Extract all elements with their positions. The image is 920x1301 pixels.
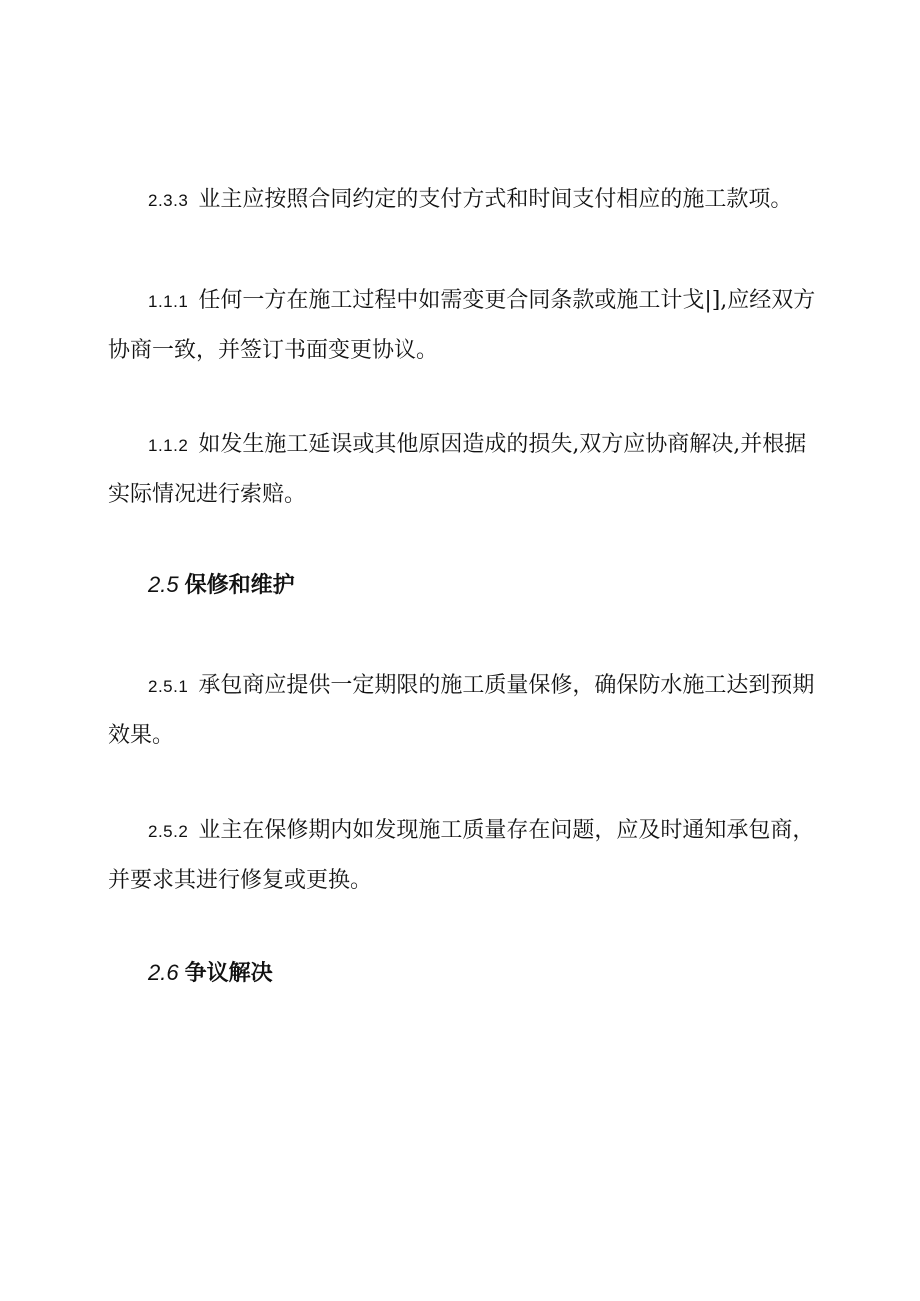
clause-1-1-1 — [108, 276, 820, 375]
section-heading-2-6 — [148, 958, 273, 989]
clause-text: 业主应按照合同约定的支付方式和时间支付相应的施工款项。 — [198, 187, 793, 212]
clause-number: 1.1.1 — [148, 292, 189, 311]
section-number: 2.5 — [148, 572, 179, 597]
clause-2-5-2 — [108, 806, 820, 905]
clause-2-3-3 — [108, 175, 820, 225]
clause-text: 业主在保修期内如发现施工质量存在问题，应及时通知承包商，并要求其进行修复或更换。 — [108, 818, 815, 893]
clause-2-5-1 — [108, 661, 820, 760]
section-title: 保修和维护 — [184, 573, 295, 598]
section-title: 争议解决 — [184, 961, 273, 986]
clause-number: 1.1.2 — [148, 436, 189, 455]
clause-text: 如发生施工延误或其他原因造成的损失,双方应协商解决,并根据实际情况进行索赔。 — [108, 432, 807, 507]
clause-text: 承包商应提供一定期限的施工质量保修，确保防水施工达到预期效果。 — [108, 673, 815, 748]
clause-number: 2.3.3 — [148, 191, 189, 210]
section-heading-2-5 — [148, 570, 295, 601]
section-number: 2.6 — [148, 960, 179, 985]
clause-1-1-2 — [108, 420, 820, 519]
clause-number: 2.5.2 — [148, 822, 189, 841]
clause-number: 2.5.1 — [148, 677, 189, 696]
clause-text: 任何一方在施工过程中如需变更合同条款或施工计戈|],应经双方协商一致，并签订书面变更协议。 — [108, 288, 816, 363]
